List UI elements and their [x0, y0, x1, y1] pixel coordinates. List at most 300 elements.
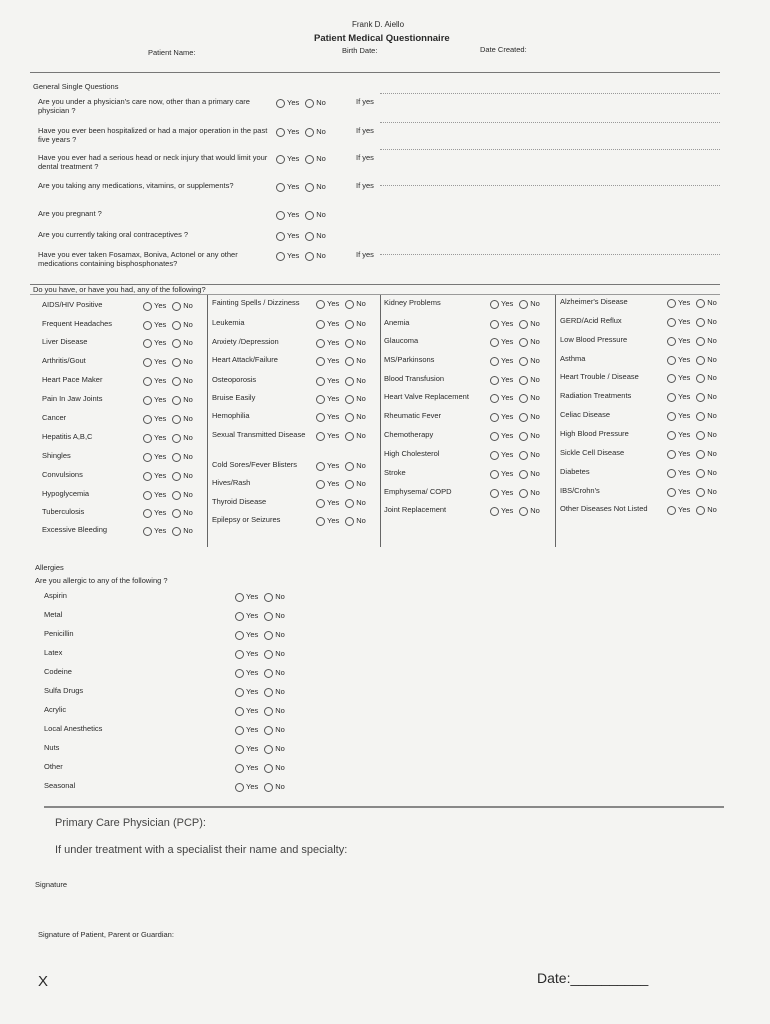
no-radio[interactable]: [305, 128, 314, 137]
no-radio[interactable]: [519, 489, 528, 498]
yes-radio[interactable]: [276, 232, 285, 241]
yes-radio[interactable]: [143, 415, 152, 424]
allergy-yes-no: [235, 763, 285, 773]
yes-label: Yes: [154, 338, 167, 347]
yes-label: Yes: [154, 508, 167, 517]
no-radio[interactable]: [519, 413, 528, 422]
condition-label: Pain In Jaw Joints: [42, 394, 103, 403]
condition-label: Heart Pace Maker: [42, 375, 103, 384]
no-label: No: [530, 431, 540, 440]
if-yes-label: If yes: [356, 181, 374, 190]
no-label: No: [275, 782, 285, 791]
condition-label: Joint Replacement: [384, 505, 447, 514]
yes-label: Yes: [287, 98, 300, 107]
no-radio[interactable]: [519, 394, 528, 403]
no-radio[interactable]: [305, 155, 314, 164]
no-radio[interactable]: [172, 377, 181, 386]
no-label: No: [530, 488, 540, 497]
yes-radio[interactable]: [490, 451, 499, 460]
no-label: No: [275, 687, 285, 696]
no-label: No: [530, 412, 540, 421]
no-radio[interactable]: [264, 669, 273, 678]
yes-radio[interactable]: [490, 489, 499, 498]
condition-yes-no: [490, 299, 540, 309]
no-radio[interactable]: [519, 376, 528, 385]
no-radio[interactable]: [345, 357, 354, 366]
yes-label: Yes: [501, 356, 514, 365]
pcp-label: Primary Care Physician (PCP):: [55, 817, 206, 829]
no-radio[interactable]: [345, 432, 354, 441]
yes-label: Yes: [678, 317, 691, 326]
condition-yes-no: [143, 490, 193, 500]
condition-yes-no: [667, 487, 717, 497]
yes-label: Yes: [678, 505, 691, 514]
yes-radio[interactable]: [667, 393, 676, 402]
no-label: No: [707, 392, 717, 401]
condition-yes-no: [316, 479, 366, 489]
no-radio[interactable]: [172, 321, 181, 330]
yes-radio[interactable]: [143, 453, 152, 462]
condition-yes-no: [667, 468, 717, 478]
yes-radio[interactable]: [276, 252, 285, 261]
no-radio[interactable]: [305, 211, 314, 220]
condition-label: Cancer: [42, 413, 67, 422]
yes-radio[interactable]: [316, 395, 325, 404]
yes-radio[interactable]: [667, 374, 676, 383]
yes-radio[interactable]: [143, 472, 152, 481]
no-radio[interactable]: [696, 506, 705, 515]
no-label: No: [530, 337, 540, 346]
allergy-yes-no: [235, 706, 285, 716]
yes-radio[interactable]: [667, 469, 676, 478]
allergy-label: Nuts: [44, 743, 60, 752]
yes-label: Yes: [154, 376, 167, 385]
yes-radio[interactable]: [143, 358, 152, 367]
yes-label: Yes: [327, 376, 340, 385]
condition-yes-no: [667, 449, 717, 459]
yes-label: Yes: [327, 412, 340, 421]
general-question: Have you ever taken Fosamax, Boniva, Actonel or any other medications containing bisphosphonates?: [38, 250, 238, 268]
condition-label: Heart Valve Replacement: [384, 392, 469, 401]
yes-radio[interactable]: [235, 612, 244, 621]
yes-radio[interactable]: [143, 377, 152, 386]
yes-label: Yes: [327, 461, 340, 470]
no-label: No: [275, 592, 285, 601]
no-label: No: [530, 375, 540, 384]
no-radio[interactable]: [345, 499, 354, 508]
yes-radio[interactable]: [316, 413, 325, 422]
yes-label: Yes: [154, 357, 167, 366]
yes-radio[interactable]: [143, 509, 152, 518]
yes-radio[interactable]: [667, 337, 676, 346]
condition-yes-no: [143, 320, 193, 330]
no-radio[interactable]: [696, 299, 705, 308]
yes-label: Yes: [154, 490, 167, 499]
yes-radio[interactable]: [490, 394, 499, 403]
if-yes-label: If yes: [356, 153, 374, 162]
no-radio[interactable]: [345, 320, 354, 329]
no-radio[interactable]: [696, 469, 705, 478]
general-yes-no: [276, 231, 326, 241]
yes-radio[interactable]: [143, 339, 152, 348]
yes-label: Yes: [327, 299, 340, 308]
yes-label: Yes: [246, 744, 259, 753]
condition-yes-no: [143, 301, 193, 311]
condition-label: Low Blood Pressure: [560, 335, 628, 344]
yes-label: Yes: [246, 611, 259, 620]
no-radio[interactable]: [172, 509, 181, 518]
no-label: No: [356, 319, 366, 328]
no-label: No: [356, 394, 366, 403]
yes-radio[interactable]: [143, 527, 152, 536]
general-yes-no: [276, 127, 326, 137]
yes-radio[interactable]: [235, 593, 244, 602]
condition-yes-no: [143, 357, 193, 367]
no-label: No: [707, 373, 717, 382]
condition-yes-no: [316, 516, 366, 526]
yes-radio[interactable]: [490, 300, 499, 309]
condition-label: High Blood Pressure: [560, 429, 629, 438]
if-yes-label: If yes: [356, 250, 374, 259]
condition-label: AIDS/HIV Positive: [42, 300, 103, 309]
no-radio[interactable]: [172, 472, 181, 481]
yes-label: Yes: [327, 319, 340, 328]
yes-radio[interactable]: [235, 726, 244, 735]
yes-radio[interactable]: [490, 320, 499, 329]
yes-radio[interactable]: [143, 491, 152, 500]
no-radio[interactable]: [345, 413, 354, 422]
no-label: No: [183, 357, 193, 366]
yes-radio[interactable]: [667, 318, 676, 327]
no-radio[interactable]: [264, 612, 273, 621]
no-radio[interactable]: [172, 302, 181, 311]
condition-label: Bruise Easily: [212, 393, 256, 402]
yes-radio[interactable]: [490, 376, 499, 385]
yes-radio[interactable]: [316, 300, 325, 309]
condition-yes-no: [143, 376, 193, 386]
yes-radio[interactable]: [490, 470, 499, 479]
no-radio[interactable]: [696, 393, 705, 402]
allergy-label: Aspirin: [44, 591, 67, 600]
condition-yes-no: [316, 319, 366, 329]
col-divider-3: [555, 295, 556, 547]
no-label: No: [707, 505, 717, 514]
if-yes-line[interactable]: [380, 149, 720, 150]
condition-yes-no: [316, 412, 366, 422]
condition-yes-no: [490, 375, 540, 385]
no-radio[interactable]: [264, 726, 273, 735]
no-radio[interactable]: [519, 507, 528, 516]
yes-label: Yes: [246, 782, 259, 791]
form-title: Patient Medical Questionnaire: [314, 33, 450, 44]
condition-label: GERD/Acid Reflux: [560, 316, 622, 325]
condition-label: Hives/Rash: [212, 478, 251, 487]
allergy-yes-no: [235, 725, 285, 735]
no-radio[interactable]: [264, 707, 273, 716]
no-radio[interactable]: [172, 339, 181, 348]
yes-radio[interactable]: [667, 431, 676, 440]
yes-radio[interactable]: [235, 707, 244, 716]
no-radio[interactable]: [264, 745, 273, 754]
no-label: No: [356, 338, 366, 347]
general-question: Are you under a physician's care now, other than a primary care physician ?: [38, 97, 250, 115]
no-label: No: [356, 516, 366, 525]
signature-x-mark[interactable]: X: [38, 973, 49, 990]
yes-radio[interactable]: [667, 299, 676, 308]
no-label: No: [275, 706, 285, 715]
yes-radio[interactable]: [316, 377, 325, 386]
yes-label: Yes: [501, 469, 514, 478]
yes-label: Yes: [154, 471, 167, 480]
condition-label: Leukemia: [212, 318, 245, 327]
no-radio[interactable]: [696, 374, 705, 383]
yes-label: Yes: [327, 338, 340, 347]
yes-label: Yes: [154, 526, 167, 535]
no-radio[interactable]: [264, 593, 273, 602]
no-radio[interactable]: [345, 517, 354, 526]
condition-label: Excessive Bleeding: [42, 525, 108, 534]
yes-label: Yes: [501, 337, 514, 346]
no-label: No: [356, 479, 366, 488]
condition-yes-no: [490, 412, 540, 422]
conditions-top-rule: [30, 294, 720, 295]
general-yes-no: [276, 251, 326, 261]
yes-radio[interactable]: [143, 434, 152, 443]
yes-radio[interactable]: [235, 764, 244, 773]
no-radio[interactable]: [264, 783, 273, 792]
no-label: No: [183, 490, 193, 499]
no-radio[interactable]: [345, 480, 354, 489]
yes-radio[interactable]: [316, 517, 325, 526]
condition-yes-no: [490, 393, 540, 403]
no-radio[interactable]: [696, 356, 705, 365]
no-radio[interactable]: [696, 337, 705, 346]
condition-yes-no: [667, 392, 717, 402]
yes-radio[interactable]: [667, 412, 676, 421]
no-label: No: [316, 231, 326, 240]
yes-radio[interactable]: [276, 99, 285, 108]
no-label: No: [707, 449, 717, 458]
no-radio[interactable]: [696, 488, 705, 497]
general-yes-no: [276, 98, 326, 108]
allergy-yes-no: [235, 649, 285, 659]
no-radio[interactable]: [696, 450, 705, 459]
no-radio[interactable]: [172, 358, 181, 367]
yes-radio[interactable]: [667, 506, 676, 515]
yes-radio[interactable]: [235, 688, 244, 697]
yes-radio[interactable]: [143, 321, 152, 330]
yes-radio[interactable]: [316, 480, 325, 489]
no-radio[interactable]: [345, 377, 354, 386]
no-radio[interactable]: [172, 453, 181, 462]
yes-radio[interactable]: [276, 128, 285, 137]
patient-name-label: Patient Name:: [148, 48, 196, 57]
no-label: No: [183, 526, 193, 535]
condition-yes-no: [490, 356, 540, 366]
no-radio[interactable]: [696, 412, 705, 421]
yes-radio[interactable]: [667, 356, 676, 365]
yes-label: Yes: [501, 375, 514, 384]
no-radio[interactable]: [519, 338, 528, 347]
no-label: No: [356, 498, 366, 507]
yes-label: Yes: [246, 725, 259, 734]
condition-yes-no: [316, 338, 366, 348]
no-radio[interactable]: [696, 431, 705, 440]
condition-yes-no: [143, 508, 193, 518]
no-radio[interactable]: [696, 318, 705, 327]
condition-label: Fainting Spells / Dizziness: [212, 298, 300, 307]
no-radio[interactable]: [172, 396, 181, 405]
yes-label: Yes: [287, 182, 300, 191]
if-yes-label: If yes: [356, 97, 374, 106]
date-created-label: Date Created:: [480, 45, 527, 54]
no-radio[interactable]: [264, 764, 273, 773]
if-yes-line[interactable]: [380, 185, 720, 186]
no-radio[interactable]: [305, 252, 314, 261]
no-radio[interactable]: [172, 527, 181, 536]
condition-yes-no: [667, 430, 717, 440]
yes-label: Yes: [246, 668, 259, 677]
condition-yes-no: [143, 471, 193, 481]
no-radio[interactable]: [264, 688, 273, 697]
no-radio[interactable]: [172, 434, 181, 443]
yes-radio[interactable]: [316, 357, 325, 366]
no-radio[interactable]: [305, 232, 314, 241]
no-radio[interactable]: [519, 451, 528, 460]
condition-label: Celiac Disease: [560, 410, 611, 419]
no-radio[interactable]: [519, 357, 528, 366]
yes-label: Yes: [678, 355, 691, 364]
no-label: No: [530, 356, 540, 365]
specialist-label: If under treatment with a specialist their name and specialty:: [55, 844, 348, 856]
no-radio[interactable]: [264, 631, 273, 640]
no-label: No: [316, 154, 326, 163]
yes-label: Yes: [678, 298, 691, 307]
condition-label: Heart Trouble / Disease: [560, 372, 639, 381]
no-radio[interactable]: [305, 183, 314, 192]
allergy-label: Codeine: [44, 667, 72, 676]
condition-yes-no: [667, 336, 717, 346]
yes-radio[interactable]: [316, 339, 325, 348]
signature-label: Signature: [35, 880, 68, 889]
date-field[interactable]: Date:__________: [537, 970, 649, 986]
header-divider: [30, 72, 720, 73]
yes-radio[interactable]: [667, 450, 676, 459]
yes-radio[interactable]: [143, 396, 152, 405]
yes-radio[interactable]: [490, 338, 499, 347]
condition-yes-no: [667, 373, 717, 383]
no-radio[interactable]: [345, 395, 354, 404]
no-radio[interactable]: [172, 415, 181, 424]
condition-label: Frequent Headaches: [42, 319, 113, 328]
yes-radio[interactable]: [143, 302, 152, 311]
no-radio[interactable]: [264, 650, 273, 659]
yes-label: Yes: [678, 430, 691, 439]
no-label: No: [530, 299, 540, 308]
yes-radio[interactable]: [316, 320, 325, 329]
no-radio[interactable]: [345, 339, 354, 348]
yes-label: Yes: [246, 687, 259, 696]
no-radio[interactable]: [345, 462, 354, 471]
no-radio[interactable]: [172, 491, 181, 500]
yes-radio[interactable]: [276, 155, 285, 164]
general-question: Are you taking any medications, vitamins, or supplements?: [38, 181, 234, 190]
yes-label: Yes: [246, 592, 259, 601]
condition-yes-no: [667, 411, 717, 421]
yes-label: Yes: [327, 356, 340, 365]
yes-radio[interactable]: [235, 745, 244, 754]
no-label: No: [707, 430, 717, 439]
condition-label: Anxiety /Depression: [212, 337, 279, 346]
allergy-label: Seasonal: [44, 781, 76, 790]
condition-label: High Cholesterol: [384, 449, 440, 458]
yes-radio[interactable]: [316, 499, 325, 508]
yes-radio[interactable]: [490, 413, 499, 422]
no-label: No: [530, 469, 540, 478]
yes-radio[interactable]: [235, 783, 244, 792]
no-radio[interactable]: [519, 320, 528, 329]
no-label: No: [183, 452, 193, 461]
general-question: Are you currently taking oral contraceptives ?: [38, 230, 189, 239]
yes-radio[interactable]: [667, 488, 676, 497]
if-yes-line[interactable]: [380, 254, 720, 255]
no-radio[interactable]: [519, 300, 528, 309]
no-label: No: [275, 649, 285, 658]
no-label: No: [356, 431, 366, 440]
no-label: No: [183, 471, 193, 480]
condition-label: Convulsions: [42, 470, 83, 479]
yes-radio[interactable]: [235, 669, 244, 678]
condition-yes-no: [490, 431, 540, 441]
no-label: No: [316, 251, 326, 260]
if-yes-line[interactable]: [380, 122, 720, 123]
yes-radio[interactable]: [276, 183, 285, 192]
allergy-yes-no: [235, 592, 285, 602]
no-radio[interactable]: [519, 470, 528, 479]
condition-label: Chemotherapy: [384, 430, 434, 439]
condition-label: Liver Disease: [42, 337, 88, 346]
yes-label: Yes: [246, 630, 259, 639]
yes-label: Yes: [327, 516, 340, 525]
yes-label: Yes: [154, 301, 167, 310]
yes-radio[interactable]: [490, 357, 499, 366]
if-yes-line[interactable]: [380, 93, 720, 94]
no-label: No: [316, 98, 326, 107]
conditions-heading: Do you have, or have you had, any of the following?: [33, 285, 206, 294]
condition-label: Hepatitis A,B,C: [42, 432, 93, 441]
yes-radio[interactable]: [276, 211, 285, 220]
no-radio[interactable]: [345, 300, 354, 309]
yes-radio[interactable]: [235, 650, 244, 659]
no-label: No: [356, 356, 366, 365]
no-radio[interactable]: [305, 99, 314, 108]
allergy-yes-no: [235, 782, 285, 792]
no-label: No: [707, 468, 717, 477]
no-label: No: [707, 298, 717, 307]
condition-label: Hypoglycemia: [42, 489, 90, 498]
yes-label: Yes: [154, 414, 167, 423]
condition-label: Rheumatic Fever: [384, 411, 442, 420]
allergy-label: Penicillin: [44, 629, 74, 638]
condition-label: IBS/Crohn's: [560, 486, 600, 495]
condition-yes-no: [143, 526, 193, 536]
yes-radio[interactable]: [490, 432, 499, 441]
yes-radio[interactable]: [316, 462, 325, 471]
yes-radio[interactable]: [316, 432, 325, 441]
no-radio[interactable]: [519, 432, 528, 441]
yes-radio[interactable]: [490, 507, 499, 516]
yes-radio[interactable]: [235, 631, 244, 640]
